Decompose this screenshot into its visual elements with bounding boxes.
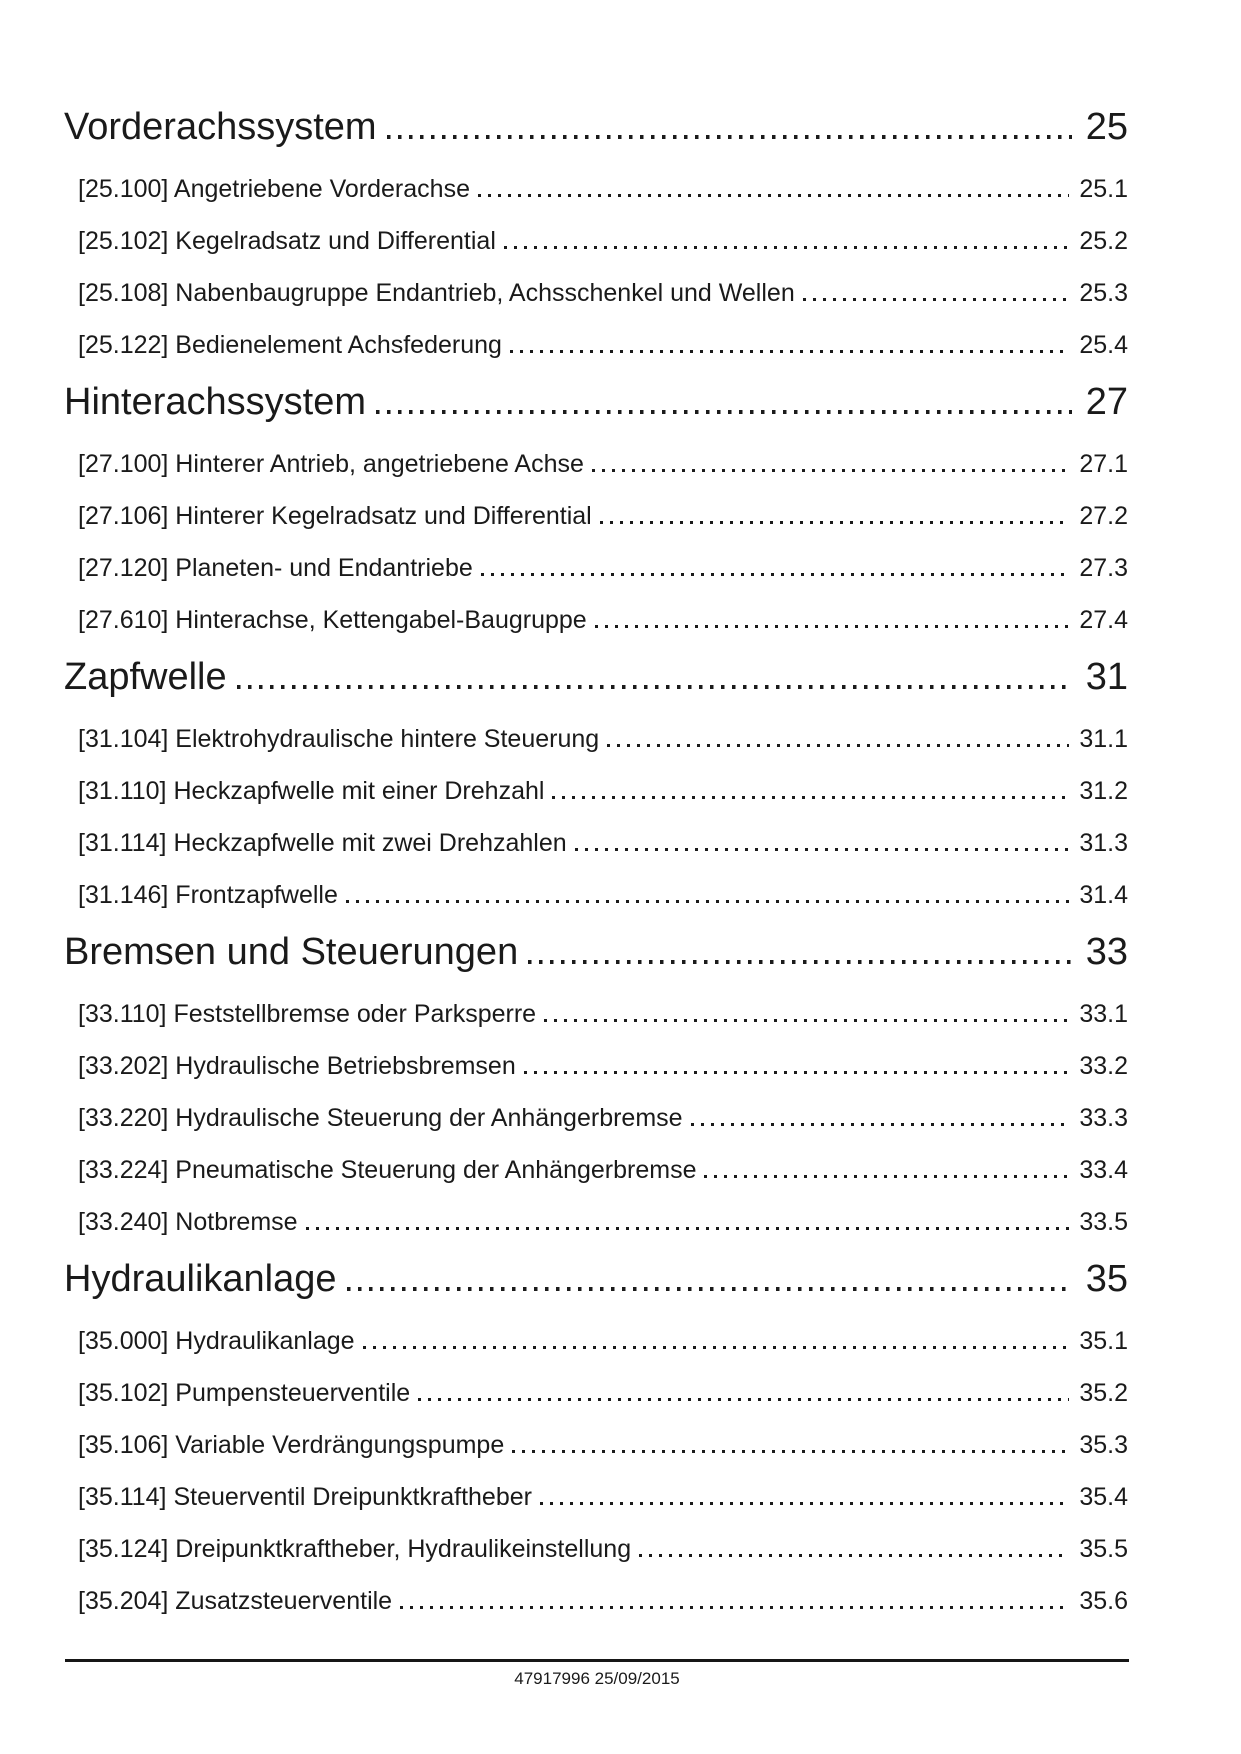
table-of-contents [64, 106, 1128, 1639]
toc-section-page: 31 [1085, 656, 1128, 698]
toc-section [64, 106, 1128, 359]
toc-entry-page: 35.4 [1079, 1483, 1128, 1511]
toc-entry-page: 25.2 [1079, 227, 1128, 255]
toc-entry-page: 35.6 [1079, 1587, 1128, 1615]
toc-section [64, 381, 1128, 634]
toc-entry-label: [35.102] Pumpensteuerventile [78, 1379, 411, 1407]
toc-entry-label: [25.108] Nabenbaugruppe Endantrieb, Achsschenkel und Wellen [78, 279, 795, 307]
toc-entry [64, 1535, 1128, 1563]
dot-leader [363, 1346, 1070, 1349]
toc-section-heading [64, 931, 1128, 973]
footer-document-number: 47917996 [514, 1669, 590, 1688]
toc-section-page: 27 [1085, 381, 1128, 423]
dot-leader [540, 1502, 1069, 1505]
toc-section-heading [64, 656, 1128, 698]
toc-entry [64, 502, 1128, 530]
toc-entry [64, 1379, 1128, 1407]
toc-entry-label: [35.000] Hydraulikanlage [78, 1327, 355, 1355]
toc-entry-page: 31.3 [1079, 829, 1128, 857]
toc-entry [64, 1052, 1128, 1080]
toc-entry-page: 33.2 [1079, 1052, 1128, 1080]
toc-section-page: 33 [1085, 931, 1128, 973]
toc-entry [64, 881, 1128, 909]
toc-entry-page: 25.4 [1079, 331, 1128, 359]
toc-entry-label: [35.124] Dreipunktkraftheber, Hydraulikeinstellung [78, 1535, 632, 1563]
toc-section-heading [64, 381, 1128, 423]
toc-entry-page: 35.2 [1079, 1379, 1128, 1407]
toc-entry-page: 35.3 [1079, 1431, 1128, 1459]
dot-leader [691, 1123, 1070, 1126]
toc-entry-page: 31.4 [1079, 881, 1128, 909]
toc-entry-page: 27.3 [1079, 554, 1128, 582]
toc-entry-page: 25.1 [1079, 175, 1128, 203]
toc-entry-label: [31.146] Frontzapfwelle [78, 881, 338, 909]
toc-entry [64, 777, 1128, 805]
toc-entry-page: 33.1 [1079, 1000, 1128, 1028]
dot-leader [524, 1071, 1070, 1074]
toc-entry-page: 35.1 [1079, 1327, 1128, 1355]
dot-leader [346, 900, 1069, 903]
toc-entry-label: [35.204] Zusatzsteuerventile [78, 1587, 393, 1615]
toc-entry [64, 1327, 1128, 1355]
toc-section-title: Vorderachssystem [64, 106, 377, 148]
toc-section-title: Hinterachssystem [64, 381, 366, 423]
dot-leader [639, 1554, 1069, 1557]
toc-entry [64, 1104, 1128, 1132]
dot-leader [575, 848, 1070, 851]
toc-section [64, 1258, 1128, 1615]
dot-leader [481, 573, 1070, 576]
toc-entry-label: [27.106] Hinterer Kegelradsatz und Differential [78, 502, 592, 530]
toc-section-page: 35 [1085, 1258, 1128, 1300]
toc-entry-label: [31.104] Elektrohydraulische hintere Steuerung [78, 725, 600, 753]
dot-leader [803, 298, 1070, 301]
toc-entry [64, 1431, 1128, 1459]
toc-entry-page: 31.2 [1079, 777, 1128, 805]
toc-entry-page: 27.2 [1079, 502, 1128, 530]
dot-leader [418, 1398, 1069, 1401]
toc-entry [64, 175, 1128, 203]
toc-entry [64, 331, 1128, 359]
toc-entry-page: 35.5 [1079, 1535, 1128, 1563]
toc-entry-label: [33.220] Hydraulische Steuerung der Anhängerbremse [78, 1104, 683, 1132]
dot-leader [478, 194, 1069, 197]
toc-entry-label: [33.202] Hydraulische Betriebsbremsen [78, 1052, 516, 1080]
toc-entry-label: [31.114] Heckzapfwelle mit zwei Drehzahlen [78, 829, 567, 857]
dot-leader [347, 1287, 1072, 1291]
toc-entry [64, 1156, 1128, 1184]
toc-entry [64, 1587, 1128, 1615]
dot-leader [306, 1227, 1070, 1230]
dot-leader [544, 1019, 1069, 1022]
toc-entry-label: [25.102] Kegelradsatz und Differential [78, 227, 496, 255]
dot-leader [237, 685, 1072, 689]
toc-entry-label: [27.120] Planeten- und Endantriebe [78, 554, 473, 582]
dot-leader [512, 1450, 1069, 1453]
toc-entry-page: 25.3 [1079, 279, 1128, 307]
toc-entry [64, 279, 1128, 307]
toc-entry-label: [25.122] Bedienelement Achsfederung [78, 331, 502, 359]
toc-section-heading [64, 1258, 1128, 1300]
toc-entry-label: [33.110] Feststellbremse oder Parksperre [78, 1000, 537, 1028]
toc-entry-label: [33.224] Pneumatische Steuerung der Anhängerbremse [78, 1156, 697, 1184]
toc-entry [64, 1483, 1128, 1511]
toc-section-title: Zapfwelle [64, 656, 227, 698]
toc-entry-label: [31.110] Heckzapfwelle mit einer Drehzahl [78, 777, 545, 805]
toc-entry-label: [33.240] Notbremse [78, 1208, 298, 1236]
toc-entry-label: [27.610] Hinterachse, Kettengabel-Baugruppe [78, 606, 587, 634]
toc-section-heading [64, 106, 1128, 148]
dot-leader [387, 135, 1072, 139]
toc-entry-page: 33.5 [1079, 1208, 1128, 1236]
toc-entry [64, 554, 1128, 582]
toc-entry-label: [35.114] Steuerventil Dreipunktkraftheber [78, 1483, 532, 1511]
dot-leader [704, 1175, 1069, 1178]
toc-section [64, 656, 1128, 909]
toc-section [64, 931, 1128, 1236]
footer-date: 25/09/2015 [594, 1669, 680, 1688]
toc-entry-page: 27.4 [1079, 606, 1128, 634]
toc-entry-label: [25.100] Angetriebene Vorderachse [78, 175, 470, 203]
dot-leader [528, 960, 1072, 964]
dot-leader [552, 796, 1069, 799]
dot-leader [595, 625, 1070, 628]
dot-leader [376, 410, 1072, 414]
dot-leader [400, 1606, 1069, 1609]
toc-entry [64, 227, 1128, 255]
toc-entry [64, 606, 1128, 634]
dot-leader [510, 350, 1069, 353]
toc-entry [64, 1208, 1128, 1236]
toc-entry [64, 725, 1128, 753]
toc-entry [64, 829, 1128, 857]
toc-entry [64, 450, 1128, 478]
dot-leader [607, 744, 1069, 747]
toc-entry-label: [35.106] Variable Verdrängungspumpe [78, 1431, 505, 1459]
toc-section-title: Hydraulikanlage [64, 1258, 337, 1300]
toc-entry-page: 33.4 [1079, 1156, 1128, 1184]
toc-entry-page: 33.3 [1079, 1104, 1128, 1132]
toc-entry [64, 1000, 1128, 1028]
toc-section-title: Bremsen und Steuerungen [64, 931, 519, 973]
toc-section-page: 25 [1085, 106, 1128, 148]
page-footer [65, 1659, 1129, 1689]
dot-leader [592, 469, 1069, 472]
toc-entry-page: 31.1 [1079, 725, 1128, 753]
dot-leader [600, 521, 1070, 524]
toc-entry-label: [27.100] Hinterer Antrieb, angetriebene Achse [78, 450, 584, 478]
toc-entry-page: 27.1 [1079, 450, 1128, 478]
dot-leader [504, 246, 1069, 249]
